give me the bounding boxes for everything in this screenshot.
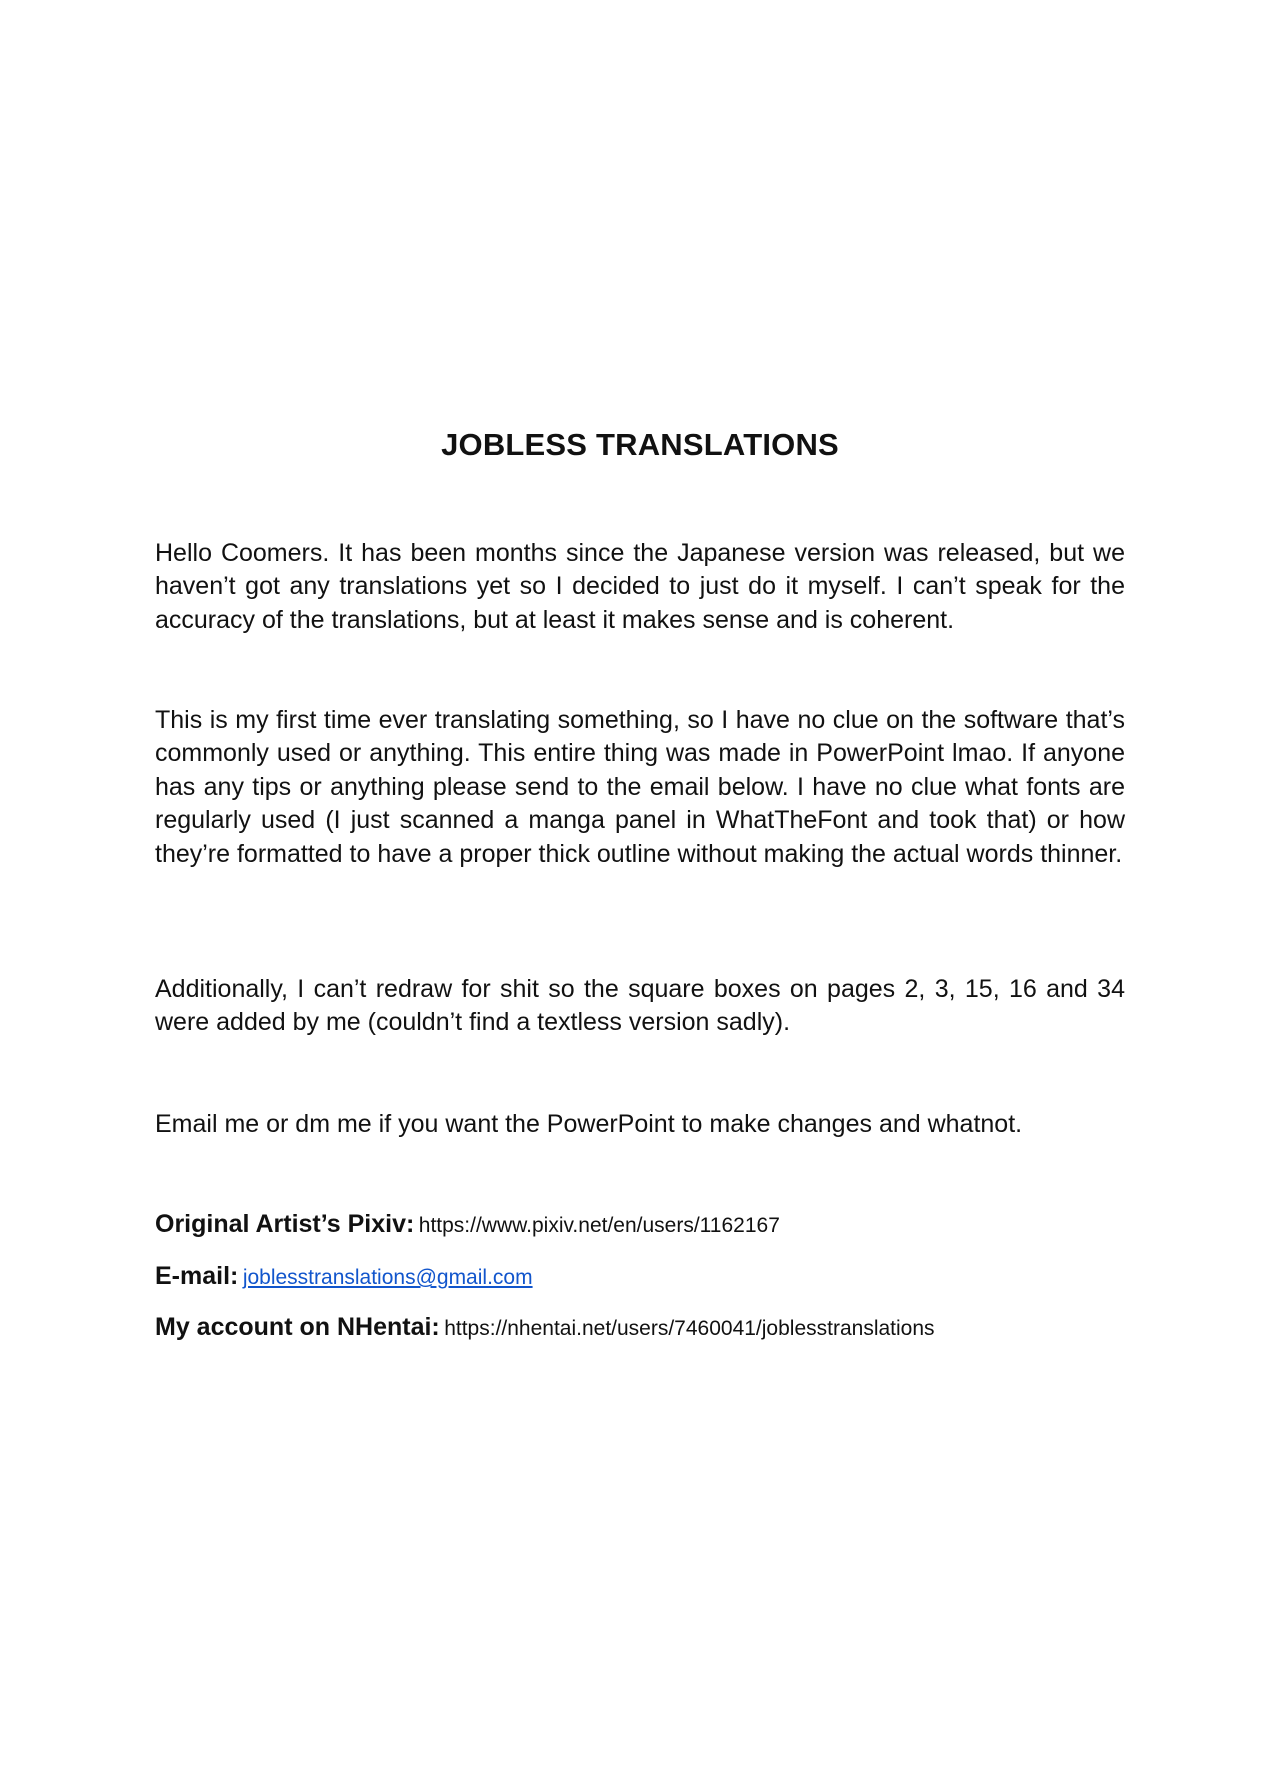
document-title: JOBLESS TRANSLATIONS bbox=[441, 427, 839, 462]
contact-paragraph: Email me or dm me if you want the PowerPoint to make changes and whatnot. bbox=[155, 1110, 1023, 1138]
nhentai-line bbox=[155, 1313, 1155, 1342]
email-line bbox=[155, 1262, 1155, 1291]
nhentai-label: My account on NHentai: bbox=[155, 1313, 440, 1341]
pixiv-url: https://www.pixiv.net/en/users/1162167 bbox=[418, 1214, 780, 1237]
email-link[interactable]: joblesstranslations@gmail.com bbox=[242, 1266, 533, 1289]
pixiv-line bbox=[155, 1210, 1155, 1239]
intro-paragraph: Hello Coomers. It has been months since the Japanese version was released, but we haven’t got any translations yet so I decided to just do it myself. I can’t speak for the accuracy of the translations, but at least it makes sense and is coherent. bbox=[155, 539, 1125, 634]
first-time-paragraph: This is my first time ever translating something, so I have no clue on the software that’s commonly used or anything. This entire thing was made in PowerPoint lmao. If anyone has any tips or anything please send to the email below. I have no clue what fonts are regularly used (I just scanned a manga panel in WhatTheFont and took that) or how they’re formatted to have a proper thick outline without making the actual words thinner. bbox=[155, 706, 1125, 868]
redraw-paragraph: Additionally, I can’t redraw for shit so the square boxes on pages 2, 3, 15, 16 and 34 were added by me (couldn’t find a textless version sadly). bbox=[155, 975, 1125, 1037]
pixiv-label: Original Artist’s Pixiv: bbox=[155, 1210, 415, 1238]
email-label: E-mail: bbox=[155, 1262, 239, 1290]
nhentai-url: https://nhentai.net/users/7460041/joblesstranslations bbox=[444, 1317, 935, 1340]
